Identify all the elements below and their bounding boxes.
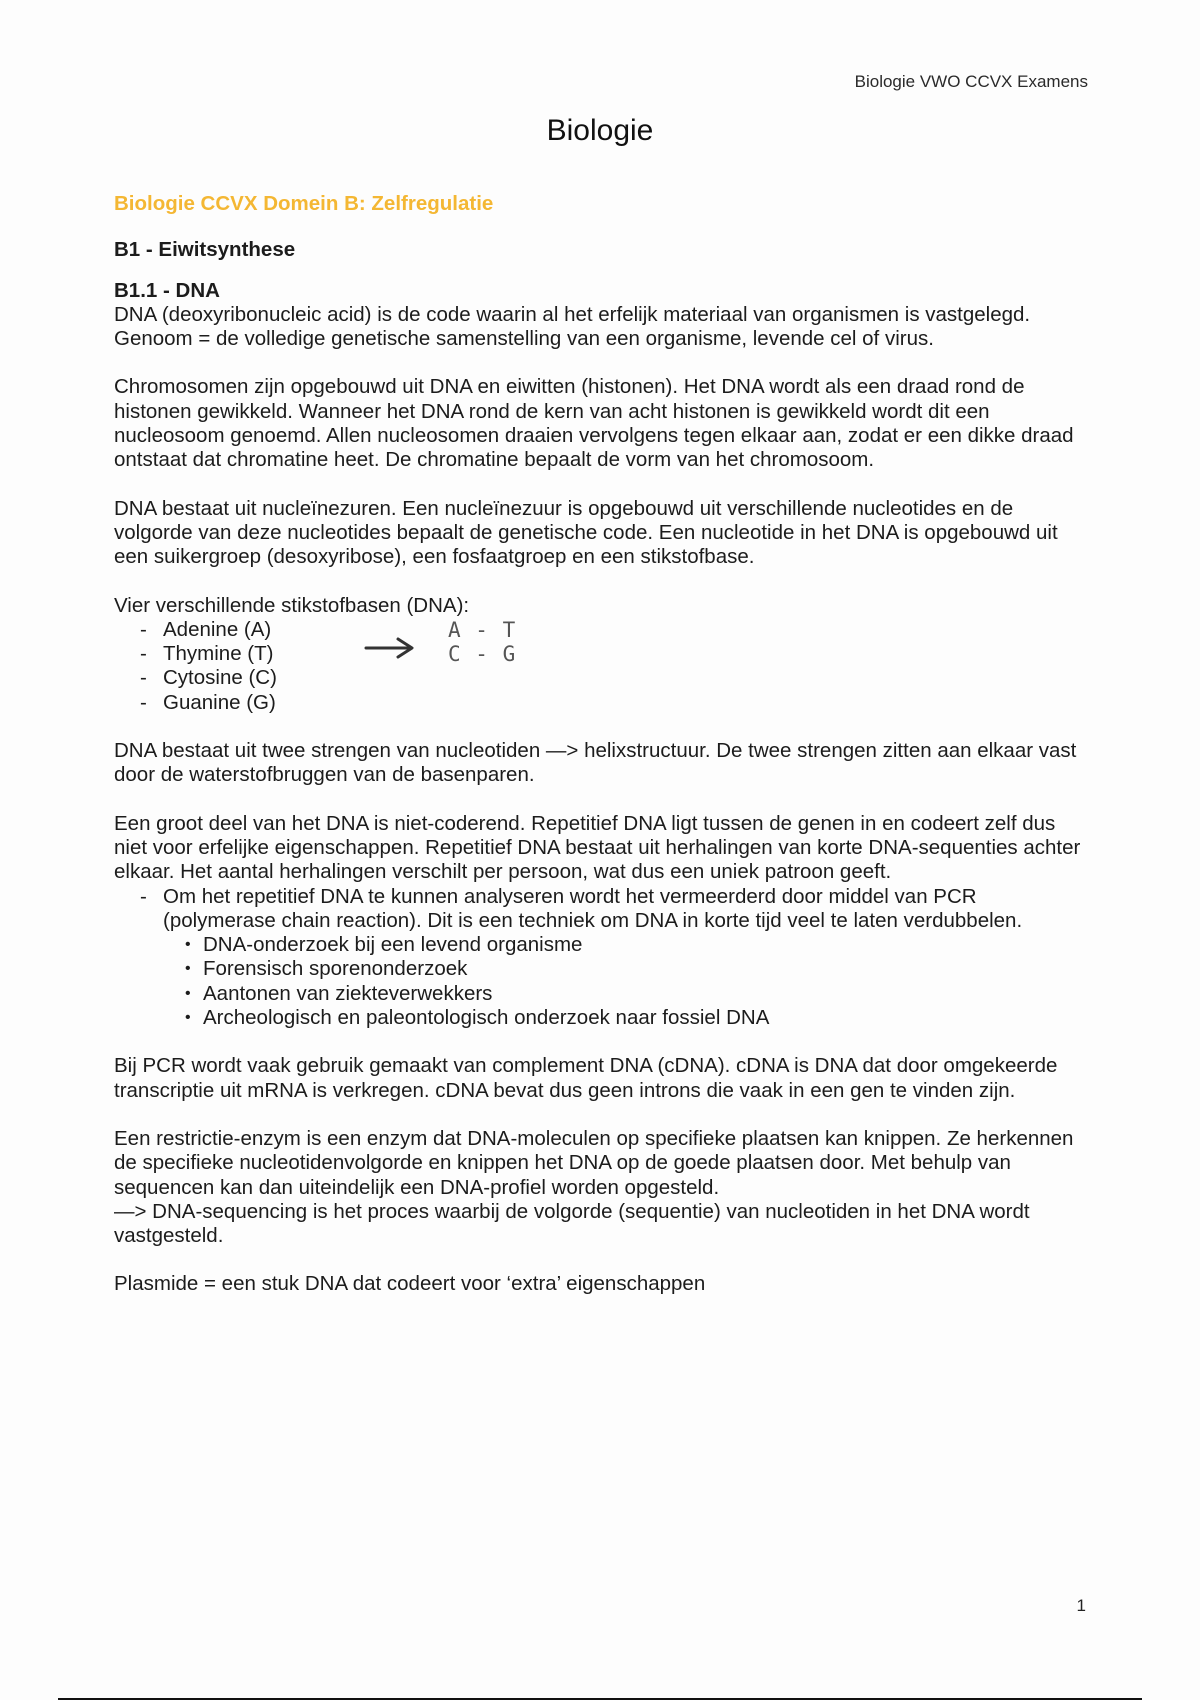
base-pair-cg: C - G bbox=[448, 641, 517, 666]
base-pairs-note bbox=[360, 618, 530, 684]
subsection-heading: B1.1 - DNA bbox=[114, 278, 220, 302]
page-number: 1 bbox=[1076, 1596, 1086, 1615]
pcr-item-text: Om het repetitief DNA te kunnen analyseren wordt het vermeerderd door middel van PCR (polymerase chain reaction). Dit is een techniek om DNA in korte tijd veel te laten verdubbelen. bbox=[163, 884, 1023, 932]
paragraph-dna-definition: DNA (deoxyribonucleic acid) is de code waarin al het erfelijk materiaal van organismen is vastgelegd. bbox=[114, 302, 1031, 326]
list-item: - Thymine (T) bbox=[140, 642, 1094, 666]
bases-list bbox=[114, 618, 1094, 715]
document-title: Biologie bbox=[546, 114, 654, 147]
paragraph-chromosomen: Chromosomen zijn opgebouwd uit DNA en eiwitten (histonen). Het DNA wordt als een draad rond de histonen gewikkeld. Wanneer het DNA rond de kern van acht histonen is gewikkeld wordt dit een nucleosoom genoemd. Allen nucleosomen draaien vervolgens tegen elkaar aan, zodat er een dikke draad ontstaat dat chromatine heet. De chromatine bepaalt de vorm van het chromosoom. bbox=[114, 375, 1074, 472]
pcr-uses-list bbox=[163, 933, 1094, 1030]
domain-heading: Biologie CCVX Domein B: Zelfregulatie bbox=[114, 192, 494, 215]
bases-intro: Vier verschillende stikstofbasen (DNA): bbox=[114, 593, 470, 617]
list-item: • Archeologisch en paleontologisch onderzoek naar fossiel DNA bbox=[183, 1006, 1094, 1030]
list-item: • Forensisch sporenonderzoek bbox=[183, 957, 1094, 981]
document-body bbox=[114, 192, 1094, 1297]
pcr-list bbox=[114, 885, 1094, 1031]
section-heading: B1 - Eiwitsynthese bbox=[114, 238, 296, 262]
base-pairs-text bbox=[448, 618, 516, 666]
paragraph-helix: DNA bestaat uit twee strengen van nucleotiden —> helixstructuur. De twee strengen zitten aan elkaar vast door de waterstofbruggen van de basenparen. bbox=[114, 739, 1077, 787]
list-item bbox=[140, 885, 1094, 1031]
running-header: Biologie VWO CCVX Examens bbox=[854, 72, 1088, 91]
paragraph-cdna: Bij PCR wordt vaak gebruik gemaakt van complement DNA (cDNA). cDNA is DNA dat door omgekeerde transcriptie uit mRNA is verkregen. cDNA bevat dus geen introns die vaak in een gen te vinden zijn. bbox=[114, 1054, 1058, 1102]
arrow-right-icon bbox=[360, 636, 420, 660]
paragraph-dna-sequencing: —> DNA-sequencing is het proces waarbij de volgorde (sequentie) van nucleotiden in het DNA wordt vastgesteld. bbox=[114, 1199, 1030, 1248]
paragraph-restrictie-enzym: Een restrictie-enzym is een enzym dat DNA-moleculen op specifieke plaatsen kan knippen. Ze herkennen de specifieke nucleotidenvolgorde en knippen het DNA op de goede plaatsen door. Met behulp van sequencen kan dan uiteindelijk een DNA-profiel worden opgesteld. bbox=[114, 1126, 1074, 1199]
paragraph-genoom: Genoom = de volledige genetische samenstelling van een organisme, levende cel of virus. bbox=[114, 327, 934, 351]
list-item: - Cytosine (C) bbox=[140, 666, 1094, 690]
list-item: - Guanine (G) bbox=[140, 691, 1094, 715]
base-pair-at: A - T bbox=[448, 617, 517, 642]
paragraph-nucleinezuren: DNA bestaat uit nucleïnezuren. Een nucleïnezuur is opgebouwd uit verschillende nucleotides en de volgorde van deze nucleotides bepaalt de genetische code. Een nucleotide in het DNA is opgebouwd uit een suikergroep (desoxyribose), een fosfaatgroep en een stikstofbase. bbox=[114, 496, 1058, 569]
bases-block bbox=[114, 594, 1094, 715]
paragraph-plasmide: Plasmide = een stuk DNA dat codeert voor ‘extra’ eigenschappen bbox=[114, 1272, 706, 1296]
list-item: • Aantonen van ziekteverwekkers bbox=[183, 982, 1094, 1006]
list-item: - Adenine (A) bbox=[140, 618, 1094, 642]
list-item: • DNA-onderzoek bij een levend organisme bbox=[183, 933, 1094, 957]
paragraph-repetitief: Een groot deel van het DNA is niet-coderend. Repetitief DNA ligt tussen de genen in en codeert zelf dus niet voor erfelijke eigenschappen. Repetitief DNA bestaat uit herhalingen van korte DNA-sequenties achter elkaar. Het aantal herhalingen verschilt per persoon, wat dus een uniek patroon geeft. bbox=[114, 811, 1081, 884]
